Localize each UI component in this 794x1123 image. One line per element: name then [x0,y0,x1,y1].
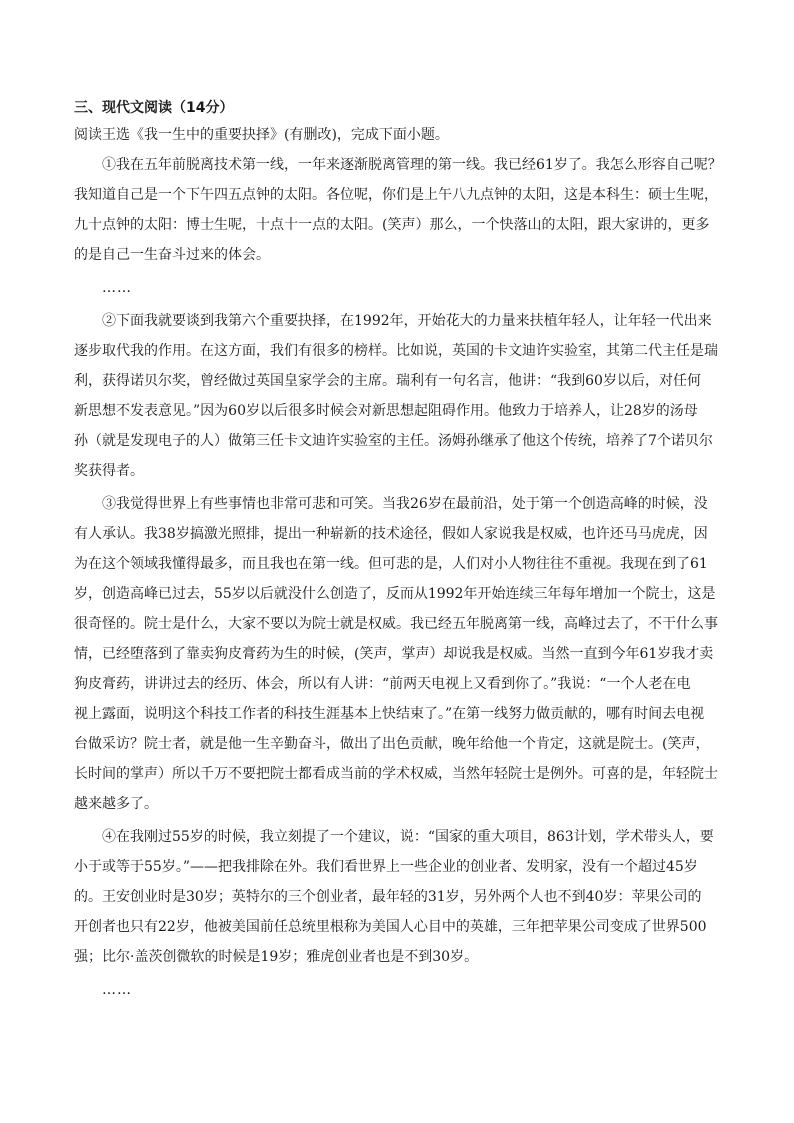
paragraph-4 [74,822,722,972]
paragraph-line: 九十点钟的太阳：博士生呢，十点十一点的太阳。(笑声）那么，一个快落山的太阳，跟大家讲的，更多 [74,217,710,233]
paragraph-line: 我知道自己是一个下午四五点钟的太阳。各位呢，你们是上午八九点钟的太阳，这是本科生：硕士生呢， [74,187,718,203]
paragraph-line: 小于或等于55岁。”——把我排除在外。我们看世界上一些企业的创业者、发明家，没有一个超过45岁 [74,859,698,875]
paragraph-line: 岁，创造高峰已过去，55岁以后就没什么创造了，反而从1992年开始连续三年每年增加一个院士，这是 [74,586,716,602]
paragraph-1 [74,150,722,270]
paragraph-line: 台做采访？院士者，就是他一生辛勤奋斗，做出了出色贡献，晚年给他一个肯定，这就是院士。(笑声， [74,736,710,752]
omission-ellipsis: …… [102,280,132,296]
document-page [74,96,722,1008]
paragraph-line: 狗皮膏药，讲讲过去的经历、体会，所以有人讲：“前两天电视上又看到你了。”我说：“一个人老在电 [74,676,691,692]
reading-instructions: 阅读王选《我一生中的重要抉择》(有删改)，完成下面小题。 [74,127,449,143]
paragraph-line: 强；比尔·盖茨创微软的时候是19岁；雅虎创业者也是不到30岁。 [74,949,479,965]
paragraph-line: 孙（就是发现电子的人）做第三任卡文迪许实验室的主任。汤姆孙继承了他这个传统，培养了7个诺贝尔 [74,433,713,449]
paragraph-line: 的。王安创业时是30岁；英特尔的三个创业者，最年轻的31岁，另外两个人也不到40岁：苹果公司的 [74,889,702,905]
paragraph-line: 逐步取代我的作用。在这方面，我们有很多的榜样。比如说，英国的卡文迪许实验室，其第二代主任是瑞 [74,343,718,359]
paragraph-line: 长时间的掌声）所以千万不要把院士都看成当前的学术权威，当然年轻院士是例外。可喜的是，年轻院士 [74,766,718,782]
paragraph-line: ②下面我就要谈到我第六个重要抉择，在1992年，开始花大的力量来扶植年轻人，让年轻一代出来 [102,313,712,329]
paragraph-line: 视上露面，说明这个科技工作者的科技生涯基本上快结束了。”在第一线努力做贡献的，哪有时间去电视 [74,706,705,722]
paragraph-line: 的是自己一生奋斗过来的体会。 [74,247,270,263]
paragraph-3 [74,489,722,819]
paragraph-line: 奖获得者。 [74,463,144,479]
paragraph-line: 开创者也只有22岁，他被美国前任总统里根称为美国人心目中的英雄，三年把苹果公司变成了世界500 [74,919,707,935]
paragraph-line: 有人承认。我38岁搞激光照排，提出一种崭新的技术途径，假如人家说我是权威，也许还马马虎虎，因 [74,526,708,542]
section-title: 三、现代文阅读（14分） [74,100,234,116]
omission-ellipsis: …… [102,982,132,998]
paragraph-2 [74,306,722,486]
paragraph-line: 情，已经堕落到了靠卖狗皮膏药为生的时候，(笑声，掌声）却说我是权威。当然一直到今年61岁我才卖 [74,646,714,662]
paragraph-line: ④在我刚过55岁的时候，我立刻提了一个建议，说：“国家的重大项目，863计划，学术带头人，要 [102,829,714,845]
paragraph-line: 很奇怪的。院士是什么，大家不要以为院士就是权威。我已经五年脱离第一线，高峰过去了，不干什么事 [74,616,718,632]
paragraph-line: 利，获得诺贝尔奖，曾经做过英国皇家学会的主席。瑞利有一句名言，他讲：“我到60岁以后，对任何 [74,373,701,389]
paragraph-line: 新思想不发表意见。”因为60岁以后很多时候会对新思想起阻碍作用。他致力于培养人，让28岁的汤母 [74,403,698,419]
paragraph-line: ①我在五年前脱离技术第一线，一年来逐渐脱离管理的第一线。我已经61岁了。我怎么形容自己呢？ [102,157,722,173]
paragraph-line: 为在这个领域我懂得最多，而且我也在第一线。但可悲的是，人们对小人物往往不重视。我现在到了61 [74,556,708,572]
paragraph-line: ③我觉得世界上有些事情也非常可悲和可笑。当我26岁在最前沿，处于第一个创造高峰的时候，没 [102,496,708,512]
paragraph-line: 越来越多了。 [74,796,158,812]
